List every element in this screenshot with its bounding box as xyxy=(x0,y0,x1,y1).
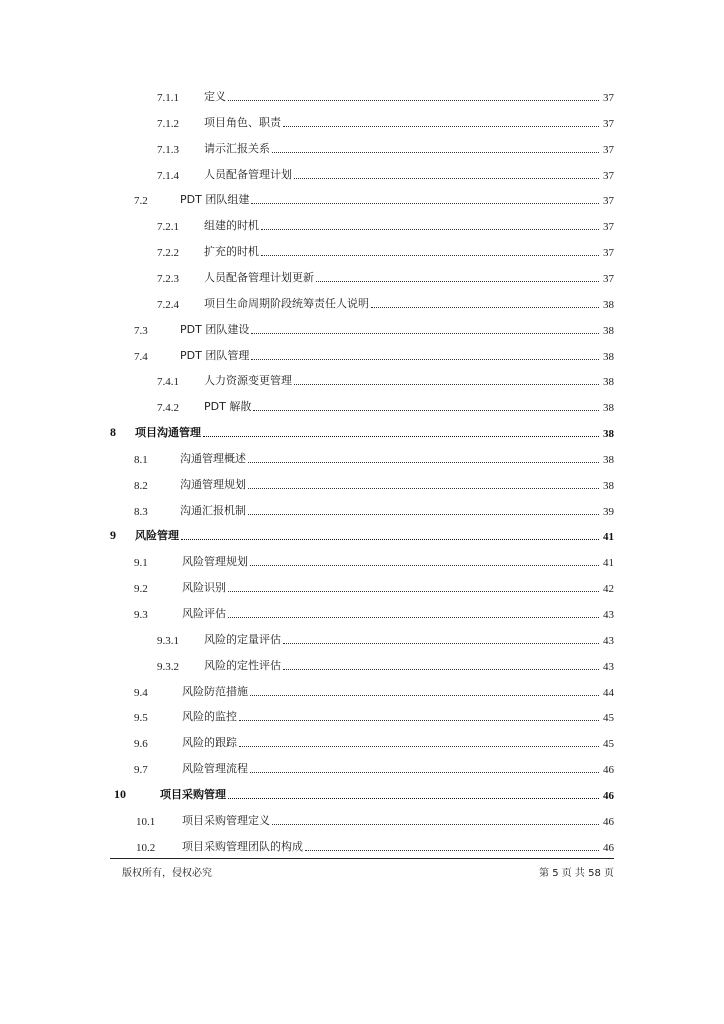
toc-entry-page: 46 xyxy=(603,815,614,828)
toc-entry-title: 项目采购管理团队的构成 xyxy=(182,839,303,853)
toc-entry-number: 9 xyxy=(110,528,116,543)
toc-entry-number: 7.2.1 xyxy=(157,221,179,234)
toc-entry-number: 7.4 xyxy=(134,350,148,363)
toc-entry[interactable] xyxy=(0,112,614,130)
toc-entry[interactable] xyxy=(0,241,614,259)
toc-entry[interactable] xyxy=(0,784,614,802)
toc-entry[interactable] xyxy=(0,603,614,621)
toc-entry[interactable] xyxy=(0,629,614,647)
toc-entry-number: 7.1.3 xyxy=(157,143,179,156)
toc-leader-dots xyxy=(239,720,599,721)
footer-page-number: 第 5 页 共 58 页 xyxy=(539,868,614,879)
toc-entry-title: 风险的定性评估 xyxy=(204,658,281,672)
toc-entry-title: 项目生命周期阶段统筹责任人说明 xyxy=(204,296,369,310)
toc-leader-dots xyxy=(283,669,599,670)
toc-entry-number: 9.7 xyxy=(134,764,148,777)
toc-entry-title: PDT 团队组建 xyxy=(180,193,250,207)
toc-entry-page: 41 xyxy=(603,531,614,544)
toc-entry-number: 7.4.2 xyxy=(157,402,179,415)
toc-entry-number: 8 xyxy=(110,425,116,440)
toc-entry-page: 38 xyxy=(603,350,614,363)
toc-entry-page: 46 xyxy=(603,789,614,802)
toc-entry-title: 风险管理规划 xyxy=(182,555,248,569)
toc-leader-dots xyxy=(181,539,599,540)
toc-entry-page: 41 xyxy=(603,557,614,570)
toc-leader-dots xyxy=(228,617,599,618)
toc-entry-page: 38 xyxy=(603,402,614,415)
toc-entry[interactable] xyxy=(0,758,614,776)
toc-entry-number: 8.3 xyxy=(134,505,148,518)
toc-entry-title: 人员配备管理计划 xyxy=(204,167,292,181)
toc-entry-page: 43 xyxy=(603,609,614,621)
toc-entry[interactable] xyxy=(0,577,614,595)
toc-leader-dots xyxy=(251,203,599,204)
footer-divider xyxy=(110,858,614,859)
toc-entry-title: 定义 xyxy=(204,90,226,103)
toc-entry-title: 风险评估 xyxy=(182,607,226,620)
toc-entry[interactable] xyxy=(0,267,614,285)
toc-leader-dots xyxy=(261,255,599,256)
toc-entry-number: 9.3.1 xyxy=(157,634,179,647)
toc-entry-page: 38 xyxy=(603,324,614,337)
toc-leader-dots xyxy=(250,565,599,566)
toc-leader-dots xyxy=(294,178,599,179)
toc-entry[interactable] xyxy=(0,396,614,414)
toc-entry-title: 请示汇报关系 xyxy=(204,141,270,155)
footer-copyright: 版权所有，侵权必究 xyxy=(122,868,212,879)
toc-leader-dots xyxy=(283,126,599,127)
toc-entry-title: 项目沟通管理 xyxy=(135,426,201,440)
toc-entry-number: 7.2.2 xyxy=(157,247,179,260)
toc-entry-page: 37 xyxy=(603,221,614,234)
toc-entry-page: 42 xyxy=(603,583,614,596)
toc-entry-number: 9.4 xyxy=(134,686,148,699)
toc-leader-dots xyxy=(228,100,599,101)
toc-entry-number: 7.3 xyxy=(134,324,148,337)
toc-entry-title: 项目角色、职责 xyxy=(204,115,281,129)
toc-entry-title: 组建的时机 xyxy=(204,219,259,233)
toc-entry-title: 风险防范措施 xyxy=(182,684,248,698)
toc-entry-number: 8.2 xyxy=(134,479,148,492)
toc-entry-title: 沟通汇报机制 xyxy=(180,503,246,517)
toc-entry[interactable] xyxy=(0,319,614,337)
toc-entry-title: 沟通管理规划 xyxy=(180,477,246,491)
toc-entry-page: 45 xyxy=(603,712,614,725)
toc-entry[interactable] xyxy=(0,370,614,388)
toc-entry-title: PDT 团队管理 xyxy=(180,348,250,362)
toc-entry-title: 扩充的时机 xyxy=(204,245,259,259)
toc-entry[interactable] xyxy=(0,681,614,699)
toc-entry-number: 7.1.2 xyxy=(157,117,179,130)
toc-entry-number: 9.3.2 xyxy=(157,660,179,673)
toc-entry-page: 37 xyxy=(603,272,614,285)
toc-entry-number: 7.2 xyxy=(134,195,148,208)
toc-entry-title: 风险的跟踪 xyxy=(182,736,237,750)
toc-entry[interactable] xyxy=(0,474,614,492)
toc-entry[interactable] xyxy=(0,345,614,363)
toc-entry-number: 7.1.4 xyxy=(157,169,179,182)
toc-entry-page: 43 xyxy=(603,660,614,673)
toc-entry[interactable] xyxy=(0,189,614,207)
toc-entry-number: 10.1 xyxy=(136,815,156,828)
toc-entry-page: 38 xyxy=(603,376,614,389)
toc-entry-number: 10.2 xyxy=(136,841,156,854)
toc-entry-title: PDT 解散 xyxy=(204,400,252,414)
toc-entry[interactable] xyxy=(0,164,614,182)
toc-entry-number: 9.1 xyxy=(134,557,148,570)
toc-leader-dots xyxy=(251,333,599,334)
toc-entry[interactable] xyxy=(0,422,614,440)
toc-leader-dots xyxy=(248,488,599,489)
toc-leader-dots xyxy=(251,359,599,360)
toc-entry-page: 38 xyxy=(603,453,614,466)
toc-leader-dots xyxy=(228,798,599,799)
toc-leader-dots xyxy=(248,514,599,515)
toc-entry[interactable] xyxy=(0,551,614,569)
toc-entry[interactable] xyxy=(0,293,614,311)
toc-entry[interactable] xyxy=(0,706,614,724)
toc-entry[interactable] xyxy=(0,655,614,673)
toc-entry-page: 44 xyxy=(603,686,614,699)
toc-entry-title: 沟通管理概述 xyxy=(180,451,246,465)
toc-entry-page: 46 xyxy=(603,841,614,854)
toc-entry-page: 37 xyxy=(603,92,614,104)
toc-entry-page: 46 xyxy=(603,764,614,777)
toc-entry-page: 38 xyxy=(603,298,614,311)
toc-leader-dots xyxy=(272,152,599,153)
toc-entry-page: 37 xyxy=(603,195,614,208)
toc-leader-dots xyxy=(261,229,599,230)
toc-entry-title: 风险管理 xyxy=(135,529,179,543)
toc-entry[interactable] xyxy=(0,525,614,543)
toc-entry-page: 45 xyxy=(603,738,614,751)
toc-entry-number: 9.5 xyxy=(134,712,148,725)
toc-entry-number: 9.2 xyxy=(134,583,148,596)
toc-entry-page: 38 xyxy=(603,428,614,441)
toc-entry-page: 43 xyxy=(603,634,614,647)
toc-entry-page: 37 xyxy=(603,247,614,260)
toc-leader-dots xyxy=(305,850,599,851)
toc-entry[interactable] xyxy=(0,836,614,854)
toc-leader-dots xyxy=(228,591,599,592)
toc-leader-dots xyxy=(294,384,599,385)
toc-entry-title: PDT 团队建设 xyxy=(180,322,250,336)
toc-entry-number: 7.2.3 xyxy=(157,272,179,285)
toc-leader-dots xyxy=(283,643,599,644)
toc-entry[interactable] xyxy=(0,448,614,466)
toc-entry-number: 7.4.1 xyxy=(157,376,179,389)
toc-entry-page: 38 xyxy=(603,479,614,492)
toc-entry[interactable] xyxy=(0,138,614,156)
toc-leader-dots xyxy=(239,746,599,747)
toc-entry-title: 风险管理流程 xyxy=(182,762,248,776)
toc-entry[interactable] xyxy=(0,732,614,750)
toc-entry-title: 项目采购管理定义 xyxy=(182,813,270,827)
toc-leader-dots xyxy=(253,410,599,411)
toc-entry[interactable] xyxy=(0,500,614,518)
toc-entry-title: 风险的定量评估 xyxy=(204,632,281,646)
toc-leader-dots xyxy=(248,462,599,463)
toc-leader-dots xyxy=(203,436,599,437)
toc-leader-dots xyxy=(250,772,599,773)
toc-entry-number: 7.2.4 xyxy=(157,298,179,311)
toc-entry-number: 8.1 xyxy=(134,453,148,466)
toc-entry[interactable] xyxy=(0,86,614,104)
toc-entry-page: 37 xyxy=(603,117,614,130)
toc-leader-dots xyxy=(250,695,599,696)
toc-entry-page: 39 xyxy=(603,505,614,518)
toc-leader-dots xyxy=(371,307,599,308)
toc-entry-number: 10 xyxy=(114,786,126,801)
toc-entry-title: 人力资源变更管理 xyxy=(204,374,292,388)
toc-leader-dots xyxy=(316,281,599,282)
toc-leader-dots xyxy=(272,824,599,825)
toc-entry-page: 37 xyxy=(603,169,614,182)
toc-entry-number: 7.1.1 xyxy=(157,92,179,104)
toc-entry-title: 风险识别 xyxy=(182,581,226,595)
toc-entry-title: 风险的监控 xyxy=(182,710,237,724)
toc-entry-page: 37 xyxy=(603,143,614,156)
toc-entry-title: 项目采购管理 xyxy=(160,787,226,801)
toc-entry-number: 9.6 xyxy=(134,738,148,751)
toc-entry-title: 人员配备管理计划更新 xyxy=(204,270,314,284)
toc-entry[interactable] xyxy=(0,810,614,828)
toc-entry-number: 9.3 xyxy=(134,609,148,621)
toc-entry[interactable] xyxy=(0,215,614,233)
